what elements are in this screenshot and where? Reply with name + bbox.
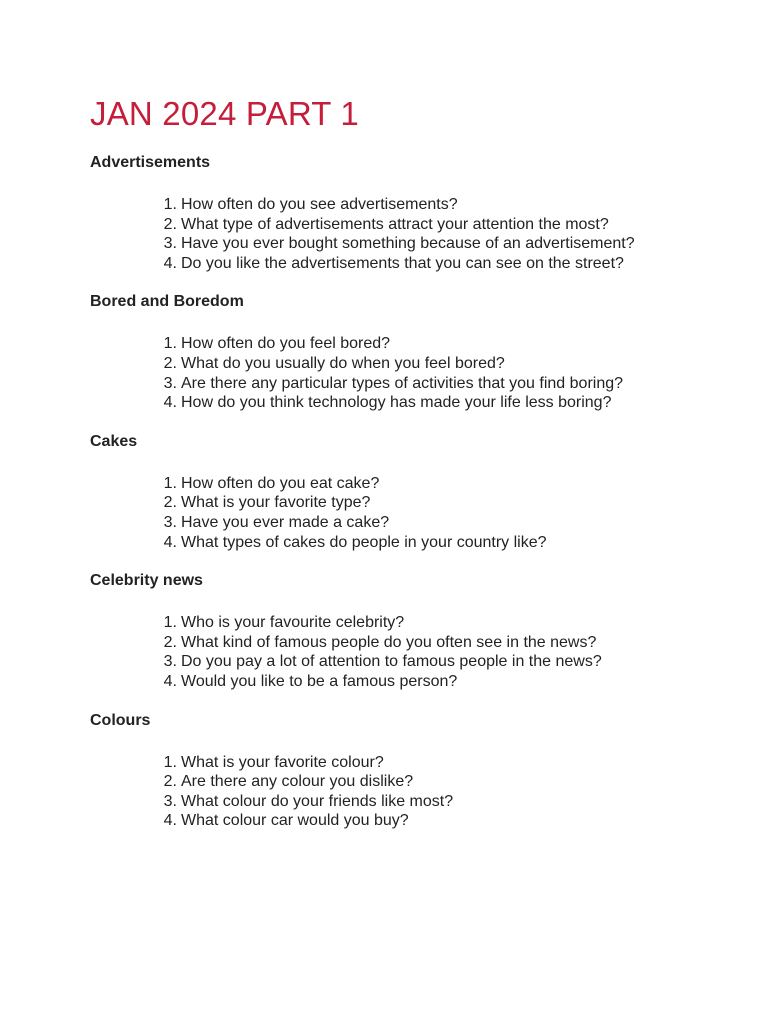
question-text: How often do you eat cake?	[181, 474, 380, 492]
topic-section	[90, 432, 730, 552]
question-list	[90, 195, 730, 273]
question-number: 4.	[163, 533, 177, 551]
question-item	[90, 254, 730, 274]
question-item	[90, 792, 730, 812]
topic-section	[90, 292, 730, 412]
question-item	[90, 334, 730, 354]
question-number: 4.	[163, 812, 177, 830]
question-number: 2.	[163, 494, 177, 512]
question-item	[90, 811, 730, 831]
question-text: How do you think technology has made your life less boring?	[181, 394, 612, 412]
topic-section	[90, 571, 730, 691]
section-heading: Cakes	[90, 432, 138, 450]
section-heading: Colours	[90, 711, 151, 729]
question-text: What is your favorite type?	[181, 494, 371, 512]
question-number: 2.	[163, 633, 177, 651]
question-text: What colour car would you buy?	[181, 812, 409, 830]
question-number: 3.	[163, 792, 177, 810]
question-text: Are there any particular types of activities that you find boring?	[181, 374, 624, 392]
question-item	[90, 195, 730, 215]
question-number: 3.	[163, 653, 177, 671]
question-number: 3.	[163, 513, 177, 531]
question-item	[90, 215, 730, 235]
question-list	[90, 753, 730, 831]
topic-section	[90, 711, 730, 831]
question-text: Would you like to be a famous person?	[181, 672, 458, 690]
question-text: How often do you feel bored?	[181, 335, 391, 353]
section-heading: Celebrity news	[90, 572, 203, 590]
question-item	[90, 513, 730, 533]
section-heading: Bored and Boredom	[90, 293, 244, 311]
question-text: What type of advertisements attract your attention the most?	[181, 215, 609, 233]
question-item	[90, 633, 730, 653]
question-item	[90, 374, 730, 394]
question-text: Are there any colour you dislike?	[181, 773, 414, 791]
sections-container	[90, 153, 730, 831]
question-text: What types of cakes do people in your country like?	[181, 533, 547, 551]
question-number: 1.	[163, 335, 177, 353]
question-number: 2.	[163, 773, 177, 791]
question-item	[90, 474, 730, 494]
question-item	[90, 354, 730, 374]
question-text: Do you pay a lot of attention to famous people in the news?	[181, 653, 602, 671]
question-list	[90, 613, 730, 691]
question-item	[90, 533, 730, 553]
question-text: Have you ever bought something because of an advertisement?	[181, 235, 635, 253]
question-item	[90, 493, 730, 513]
question-number: 4.	[163, 254, 177, 272]
question-text: Who is your favourite celebrity?	[181, 614, 405, 632]
question-number: 4.	[163, 672, 177, 690]
document-page	[90, 94, 730, 850]
question-list	[90, 334, 730, 412]
question-text: What do you usually do when you feel bored?	[181, 354, 505, 372]
question-item	[90, 652, 730, 672]
question-list	[90, 474, 730, 552]
question-text: What colour do your friends like most?	[181, 792, 454, 810]
question-item	[90, 672, 730, 692]
question-text: Have you ever made a cake?	[181, 513, 390, 531]
question-item	[90, 234, 730, 254]
question-number: 1.	[163, 196, 177, 213]
section-heading: Advertisements	[90, 154, 211, 171]
question-item	[90, 613, 730, 633]
question-number: 4.	[163, 394, 177, 412]
question-number: 3.	[163, 374, 177, 392]
question-number: 2.	[163, 354, 177, 372]
question-text: What kind of famous people do you often see in the news?	[181, 633, 597, 651]
question-text: How often do you see advertisements?	[181, 196, 458, 213]
question-item	[90, 753, 730, 773]
question-text: Do you like the advertisements that you can see on the street?	[181, 254, 624, 272]
question-number: 2.	[163, 215, 177, 233]
question-number: 1.	[163, 614, 177, 632]
question-number: 1.	[163, 474, 177, 492]
question-text: What is your favorite colour?	[181, 753, 384, 771]
question-item	[90, 393, 730, 413]
question-item	[90, 772, 730, 792]
topic-section	[90, 153, 730, 273]
question-number: 1.	[163, 753, 177, 771]
question-number: 3.	[163, 235, 177, 253]
document-title: JAN 2024 PART 1	[90, 95, 359, 132]
